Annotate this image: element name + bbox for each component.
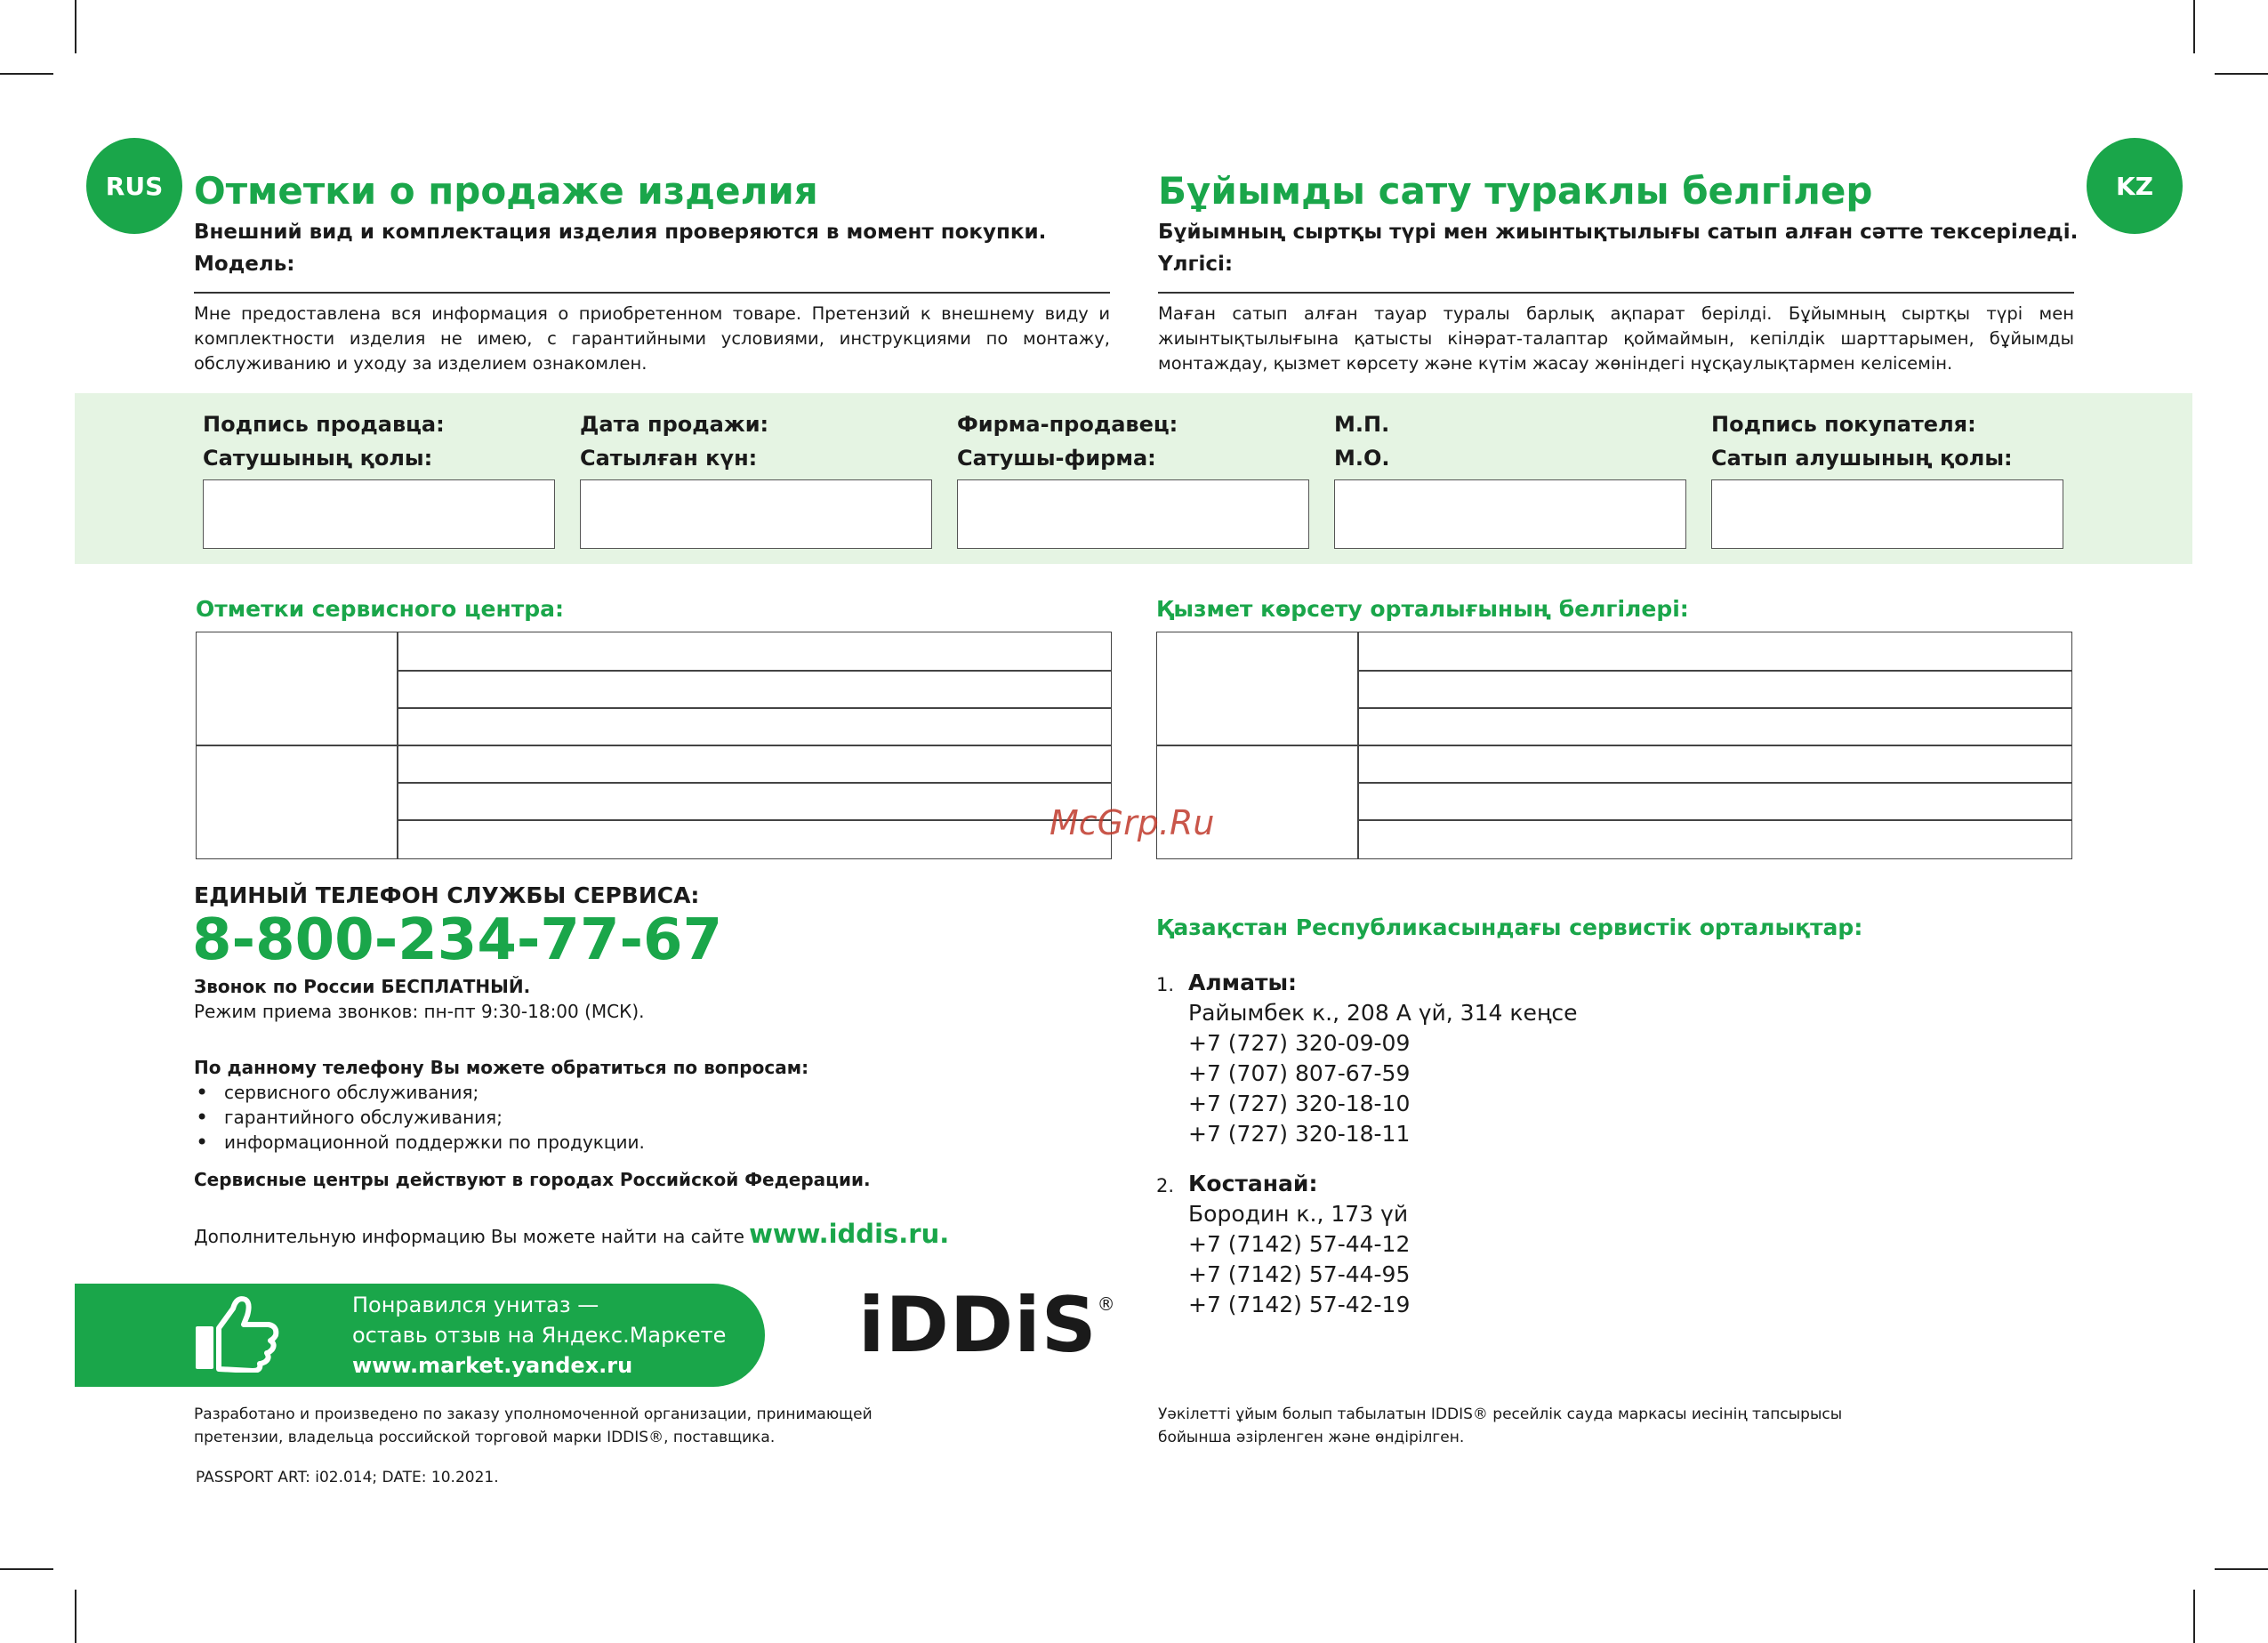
- kz-footer-line: бойынша әзірленген және өндірілген.: [1158, 1429, 1465, 1446]
- crop-mark: [0, 73, 53, 75]
- crop-mark: [2215, 1568, 2268, 1570]
- kz-model-line: [1158, 292, 2074, 294]
- city-block-kostanay: [1188, 1169, 1410, 1320]
- rus-paragraph: Мне предоставлена вся информация о приобретенном товаре. Претензий к внешнему виду и комплектности изделия не имею, с гарантийными условиями, инструкциями по монтажу, обслуживанию и уходу за изделием ознакомлен.: [194, 303, 1110, 374]
- list-item: • сервисного обслуживания;: [194, 1080, 645, 1105]
- sale-date-label: Дата продажи: Сатылған күн:: [580, 412, 769, 471]
- hotline-label: ЕДИНЫЙ ТЕЛЕФОН СЛУЖБЫ СЕРВИСА:: [194, 882, 700, 908]
- kz-subtitle: Бұйымның сыртқы түрі мен жиынтықтылығы сатып алған сәтте тексеріледі.: [1158, 221, 2079, 244]
- rus-title: Отметки о продаже изделия: [194, 169, 818, 213]
- buyer-signature-label: Подпись покупателя: Сатып алушының қолы:: [1711, 412, 2013, 471]
- passport-info: PASSPORT ART: i02.014; DATE: 10.2021.: [196, 1469, 499, 1486]
- banner-line1: Понравился унитаз —: [352, 1293, 599, 1317]
- kz-badge: KZ: [2087, 138, 2183, 234]
- city-phone[interactable]: +7 (707) 807-67-59: [1188, 1060, 1411, 1086]
- city-phone[interactable]: +7 (7142) 57-42-19: [1188, 1292, 1411, 1317]
- centers-note: Сервисные центры действуют в городах Российской Федерации.: [194, 1169, 871, 1190]
- table-divider: [397, 819, 1111, 821]
- rus-badge: RUS: [86, 138, 182, 234]
- list-item: • гарантийного обслуживания;: [194, 1105, 645, 1130]
- site-line: [194, 1219, 949, 1249]
- kz-service-table[interactable]: [1156, 632, 2072, 859]
- stamp-label: М.П. М.О.: [1334, 412, 1390, 471]
- registered-mark: ®: [1097, 1293, 1116, 1315]
- crop-mark: [2193, 1590, 2195, 1643]
- city-address: Бородин к., 173 үй: [1188, 1201, 1409, 1227]
- topics-list: [194, 1080, 645, 1155]
- table-divider: [1357, 819, 2071, 821]
- crop-mark: [75, 0, 76, 53]
- hotline-hours: Режим приема звонков: пн-пт 9:30-18:00 (МСК).: [194, 1001, 645, 1022]
- crop-mark: [2215, 73, 2268, 75]
- banner-link[interactable]: www.market.yandex.ru: [352, 1353, 633, 1378]
- rus-service-marks-title: Отметки сервисного центра:: [196, 596, 565, 622]
- city-name: Алматы:: [1188, 970, 1298, 995]
- thumbs-up-icon: [194, 1294, 279, 1373]
- sale-date-box[interactable]: [580, 479, 932, 549]
- buyer-signature-box[interactable]: [1711, 479, 2063, 549]
- city-phone[interactable]: +7 (727) 320-09-09: [1188, 1030, 1411, 1056]
- crop-mark: [75, 1590, 76, 1643]
- table-divider: [197, 745, 1111, 746]
- ru-footer-line: претензии, владельца российской торговой марки IDDIS®, поставщика.: [194, 1429, 776, 1446]
- list-item: • информационной поддержки по продукции.: [194, 1130, 645, 1155]
- city-name: Костанай:: [1188, 1171, 1318, 1196]
- rus-model-line: [194, 292, 1110, 294]
- city-phone[interactable]: +7 (7142) 57-44-12: [1188, 1231, 1411, 1257]
- kz-centers-title: Қазақстан Республикасындағы сервистік орталықтар:: [1156, 914, 1863, 940]
- kz-model-label: Үлгісі:: [1158, 253, 1234, 276]
- topics-title: По данному телефону Вы можете обратиться по вопросам:: [194, 1057, 809, 1078]
- city-phone[interactable]: +7 (7142) 57-44-95: [1188, 1261, 1411, 1287]
- site-prefix: Дополнительную информацию Вы можете найти на сайте: [194, 1226, 744, 1247]
- seller-signature-box[interactable]: [203, 479, 555, 549]
- kz-service-marks-title: Қызмет көрсету орталығының белгілері:: [1156, 596, 1689, 622]
- city-number: 1.: [1156, 974, 1175, 995]
- seller-firm-box[interactable]: [957, 479, 1309, 549]
- crop-mark: [0, 1568, 53, 1570]
- kz-title: Бұйымды сату тураклы белгілер: [1158, 169, 1873, 213]
- kz-footer: [1158, 1403, 1842, 1449]
- table-divider: [397, 707, 1111, 709]
- hotline-phone[interactable]: 8-800-234-77-67: [192, 907, 723, 973]
- watermark: McGrp.Ru: [1050, 803, 1215, 842]
- city-phone[interactable]: +7 (727) 320-18-10: [1188, 1091, 1411, 1116]
- city-phone[interactable]: +7 (727) 320-18-11: [1188, 1121, 1411, 1147]
- kz-paragraph: Маған сатып алған тауар туралы барлық ақпарат берілді. Бұйымның сыртқы түрі мен жиынтықтылығына қатысты кінәрат-талаптар қоймаймын, кепілдік шарттарымен, бұйымды монтаждау, қызмет көрсету және күтім жасау жөніндегі нұсқаулықтармен келісемін.: [1158, 303, 2074, 374]
- ru-footer-line: Разработано и произведено по заказу уполномоченной организации, принимающей: [194, 1405, 873, 1423]
- banner-line2: оставь отзыв на Яндекс.Маркете: [352, 1323, 727, 1348]
- rus-service-table[interactable]: [196, 632, 1112, 859]
- ru-footer: [194, 1403, 873, 1449]
- crop-mark: [2193, 0, 2195, 53]
- seller-firm-label: Фирма-продавец: Сатушы-фирма:: [957, 412, 1178, 471]
- iddis-logo: [858, 1281, 1116, 1370]
- table-divider: [1357, 707, 2071, 709]
- table-divider: [397, 782, 1111, 784]
- seller-signature-label: Подпись продавца: Сатушының қолы:: [203, 412, 445, 471]
- hotline-free-note: Звонок по России БЕСПЛАТНЫЙ.: [194, 976, 531, 997]
- table-divider: [1357, 670, 2071, 672]
- rus-model-label: Модель:: [194, 253, 295, 276]
- city-address: Райымбек к., 208 А үй, 314 кеңсе: [1188, 1000, 1578, 1026]
- rus-subtitle: Внешний вид и комплектация изделия проверяются в момент покупки.: [194, 221, 1047, 244]
- kz-footer-line: Уәкілетті ұйым болып табылатын IDDIS® ресейлік сауда маркасы иесінің тапсырысы: [1158, 1405, 1843, 1423]
- table-divider: [1357, 782, 2071, 784]
- table-divider: [397, 670, 1111, 672]
- city-number: 2.: [1156, 1175, 1175, 1196]
- stamp-box[interactable]: [1334, 479, 1686, 549]
- city-block-almaty: [1188, 968, 1577, 1149]
- site-link[interactable]: www.iddis.ru.: [749, 1219, 950, 1249]
- table-divider: [1157, 745, 2071, 746]
- banner-text[interactable]: [352, 1290, 726, 1381]
- logo-text: iDDiS: [858, 1281, 1098, 1370]
